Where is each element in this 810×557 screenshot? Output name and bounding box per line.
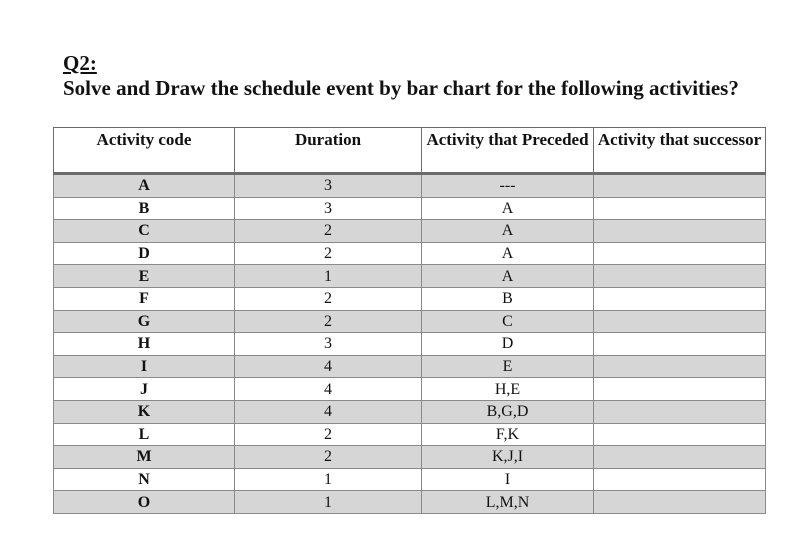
activity-code-cell: F — [54, 287, 235, 310]
successor-cell — [594, 265, 766, 288]
preceded-cell: A — [422, 242, 594, 265]
successor-cell — [594, 423, 766, 446]
activity-code-cell: D — [54, 242, 235, 265]
activity-code-cell: A — [54, 174, 235, 198]
successor-cell — [594, 174, 766, 198]
header-activity-code: Activity code — [54, 128, 235, 174]
table-row — [54, 220, 766, 243]
question-label: Q2: — [63, 51, 97, 75]
table-row — [54, 446, 766, 469]
activity-code-cell: L — [54, 423, 235, 446]
activity-code-cell: K — [54, 400, 235, 423]
duration-cell: 2 — [235, 287, 422, 310]
header-preceded: Activity that Preceded — [422, 128, 594, 174]
duration-cell: 2 — [235, 310, 422, 333]
activity-code-cell: N — [54, 468, 235, 491]
table-body — [54, 174, 766, 514]
activity-code-cell: C — [54, 220, 235, 243]
table-row — [54, 174, 766, 198]
duration-cell: 3 — [235, 333, 422, 356]
duration-cell: 1 — [235, 491, 422, 514]
successor-cell — [594, 491, 766, 514]
activity-code-cell: M — [54, 446, 235, 469]
activity-code-cell: E — [54, 265, 235, 288]
activity-code-cell: G — [54, 310, 235, 333]
preceded-cell: A — [422, 220, 594, 243]
duration-cell: 1 — [235, 468, 422, 491]
successor-cell — [594, 242, 766, 265]
preceded-cell: H,E — [422, 378, 594, 401]
header-duration: Duration — [235, 128, 422, 174]
question-text: Solve and Draw the schedule event by bar chart for the following activities? — [63, 76, 739, 100]
duration-cell: 2 — [235, 220, 422, 243]
successor-cell — [594, 287, 766, 310]
table-row — [54, 355, 766, 378]
preceded-cell: D — [422, 333, 594, 356]
table-row — [54, 265, 766, 288]
table-row — [54, 400, 766, 423]
activity-code-cell: H — [54, 333, 235, 356]
activity-code-cell: B — [54, 197, 235, 220]
successor-cell — [594, 333, 766, 356]
duration-cell: 2 — [235, 242, 422, 265]
activity-code-cell: J — [54, 378, 235, 401]
activity-code-cell: O — [54, 491, 235, 514]
preceded-cell: F,K — [422, 423, 594, 446]
preceded-cell: --- — [422, 174, 594, 198]
duration-cell: 2 — [235, 423, 422, 446]
preceded-cell: I — [422, 468, 594, 491]
duration-cell: 3 — [235, 174, 422, 198]
table-row — [54, 423, 766, 446]
successor-cell — [594, 446, 766, 469]
table-row — [54, 287, 766, 310]
successor-cell — [594, 220, 766, 243]
table-row — [54, 310, 766, 333]
table-row — [54, 378, 766, 401]
successor-cell — [594, 355, 766, 378]
duration-cell: 4 — [235, 400, 422, 423]
duration-cell: 3 — [235, 197, 422, 220]
table-row — [54, 197, 766, 220]
preceded-cell: A — [422, 265, 594, 288]
table-row — [54, 491, 766, 514]
preceded-cell: E — [422, 355, 594, 378]
duration-cell: 4 — [235, 378, 422, 401]
successor-cell — [594, 310, 766, 333]
preceded-cell: L,M,N — [422, 491, 594, 514]
activity-code-cell: I — [54, 355, 235, 378]
header-successor: Activity that successor — [594, 128, 766, 174]
table-row — [54, 333, 766, 356]
preceded-cell: B — [422, 287, 594, 310]
table-header-row — [54, 128, 766, 174]
duration-cell: 1 — [235, 265, 422, 288]
duration-cell: 4 — [235, 355, 422, 378]
successor-cell — [594, 378, 766, 401]
preceded-cell: A — [422, 197, 594, 220]
successor-cell — [594, 400, 766, 423]
successor-cell — [594, 468, 766, 491]
activity-table — [53, 127, 766, 514]
preceded-cell: C — [422, 310, 594, 333]
table-row — [54, 468, 766, 491]
successor-cell — [594, 197, 766, 220]
duration-cell: 2 — [235, 446, 422, 469]
table-row — [54, 242, 766, 265]
preceded-cell: B,G,D — [422, 400, 594, 423]
preceded-cell: K,J,I — [422, 446, 594, 469]
